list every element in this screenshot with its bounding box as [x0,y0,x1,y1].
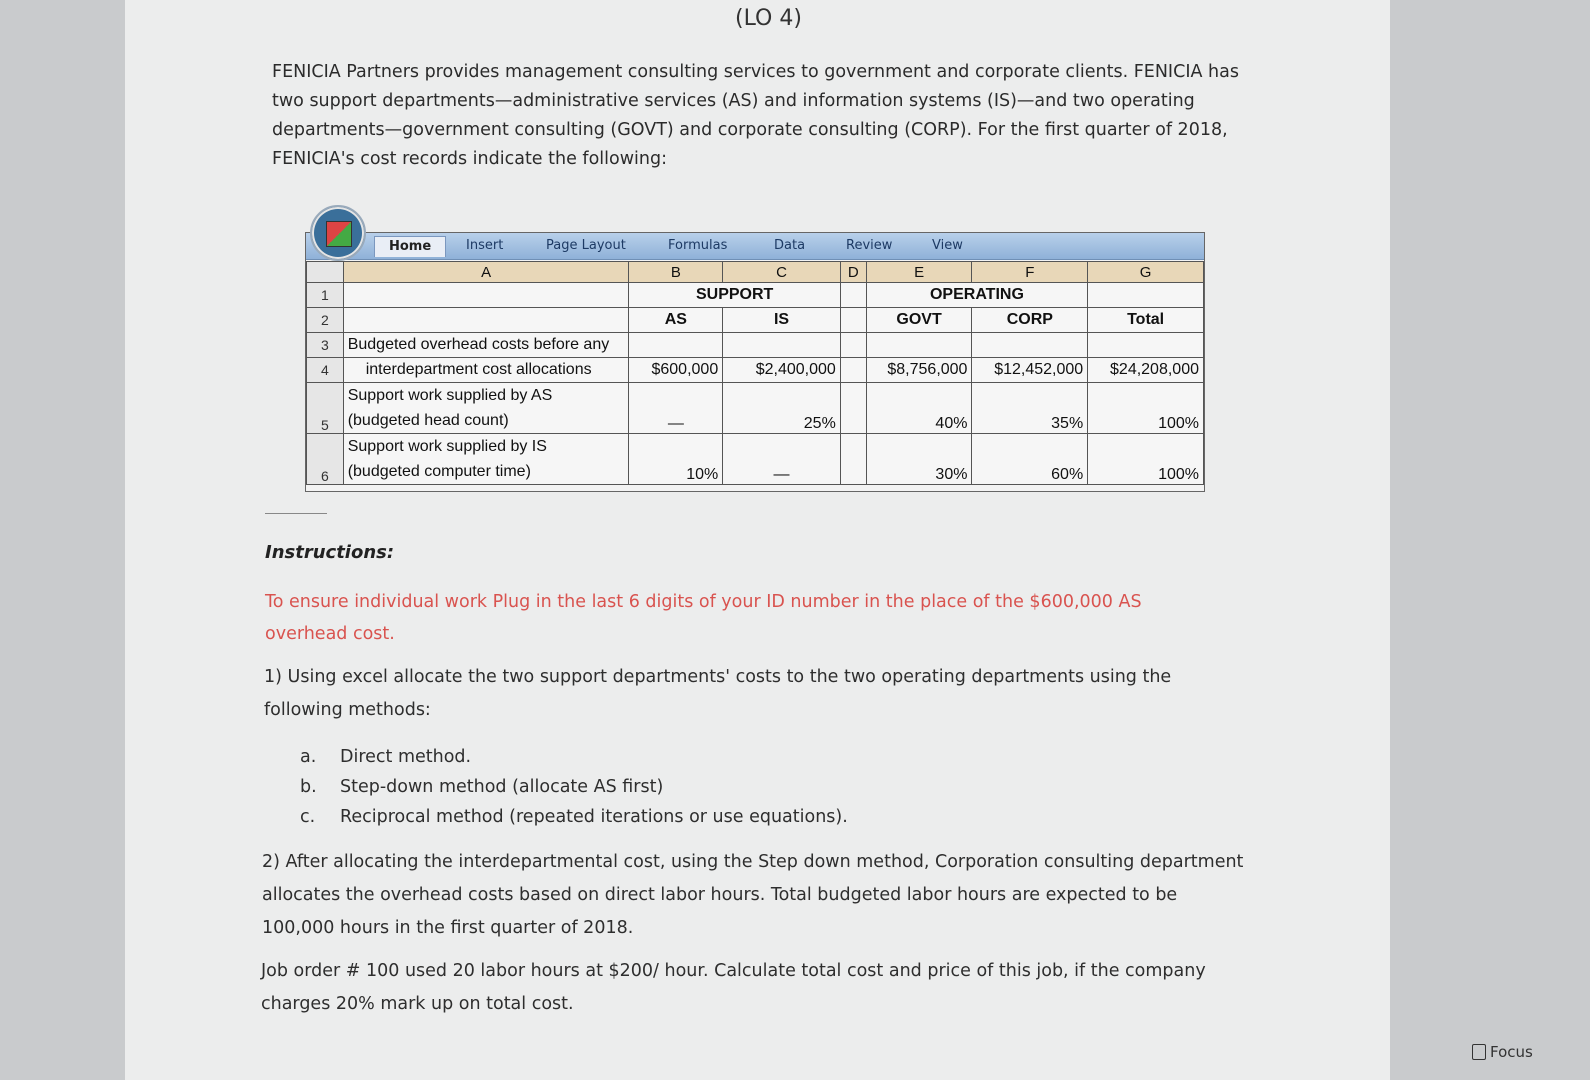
cell-as-by-is: 10% [629,434,723,485]
tab-insert: Insert [466,238,504,253]
cell-total-by-as: 100% [1088,383,1204,434]
list-text: Direct method. [340,747,472,767]
col-header-f: F [972,262,1088,283]
col-header-e: E [866,262,972,283]
cell-d4 [840,358,866,383]
instructions-heading: Instructions: [265,542,395,563]
list-marker: b. [300,777,317,797]
row-number: 3 [307,333,344,358]
focus-button[interactable] [1472,1043,1533,1061]
row5-label [343,383,629,434]
header-as: AS [629,308,723,333]
cell-a2 [343,308,629,333]
tab-home: Home [374,236,446,257]
corner-cell [307,262,344,283]
row6-label-line2: (budgeted computer time) [347,463,531,480]
cell-is-by-as: 25% [723,383,841,434]
list-item [300,772,848,802]
divider [265,513,327,514]
excel-screenshot [305,232,1205,492]
learning-objective: (LO 4) [735,6,802,31]
cell-is-by-is: — [723,434,841,485]
tab-review: Review [846,238,893,253]
header-govt: GOVT [866,308,972,333]
sheet-row-4 [307,358,1204,383]
operating-group-header: OPERATING [866,283,1087,308]
list-item [300,802,848,832]
cell-govt-overhead: $8,756,000 [866,358,972,383]
spreadsheet-grid [306,261,1204,485]
tab-page-layout: Page Layout [546,238,626,253]
support-group-header: SUPPORT [629,283,840,308]
tab-view: View [932,238,963,253]
cell-govt-by-as: 40% [866,383,972,434]
cell-g1 [1088,283,1204,308]
row6-label-line1: Support work supplied by IS [347,438,547,455]
sheet-row-5 [307,383,1204,434]
col-header-d: D [840,262,866,283]
cell-f3 [972,333,1088,358]
row-number: 2 [307,308,344,333]
cell-d3 [840,333,866,358]
tab-formulas: Formulas [668,238,728,253]
cell-total-overhead: $24,208,000 [1088,358,1204,383]
question-1: 1) Using excel allocate the two support departments' costs to the two operating departments using the following methods: [264,667,1172,720]
office-button [310,205,366,261]
focus-label: Focus [1490,1043,1533,1061]
cell-is-overhead: $2,400,000 [723,358,841,383]
cell-total-by-is: 100% [1088,434,1204,485]
list-text: Reciprocal method (repeated iterations or use equations). [340,807,848,827]
list-item [300,742,848,772]
row3-label: Budgeted overhead costs before any [343,333,629,358]
row5-label-line2: (budgeted head count) [347,412,509,429]
cell-d5 [840,383,866,434]
cell-as-overhead: $600,000 [629,358,723,383]
row5-label-line1: Support work supplied by AS [347,387,553,404]
row-number: 5 [307,383,344,434]
cell-d1 [840,283,866,308]
cell-d2 [840,308,866,333]
cell-corp-by-is: 60% [972,434,1088,485]
list-marker: c. [300,807,316,827]
column-header-row [307,262,1204,283]
row-number: 1 [307,283,344,308]
cell-d6 [840,434,866,485]
list-marker: a. [300,747,317,767]
cell-govt-by-is: 30% [866,434,972,485]
sheet-row-6 [307,434,1204,485]
cell-as-by-as: — [629,383,723,434]
col-header-c: C [723,262,841,283]
question-3: Job order # 100 used 20 labor hours at $200/ hour. Calculate total cost and price of this job, if the company charges 20% mark up on total cost. [261,961,1206,1014]
sheet-row-1 [307,283,1204,308]
list-text: Step-down method (allocate AS first) [340,777,664,797]
cell-g3 [1088,333,1204,358]
row6-label [343,434,629,485]
intro-paragraph: FENICIA Partners provides management consulting services to government and corporate clients. FENICIA has two support departments—administrative services (AS) and information systems (IS)—and two operating departments—government consulting (GOVT) and corporate consulting (CORP). For the first quarter of 2018, FENICIA's cost records indicate the following: [272,62,1239,169]
tab-data: Data [774,238,806,253]
row-number: 4 [307,358,344,383]
individual-work-note: To ensure individual work Plug in the last 6 digits of your ID number in the place of the $600,000 AS overhead cost. [265,592,1142,644]
cell-a1 [343,283,629,308]
cell-b3 [629,333,723,358]
ribbon-tabs [306,233,1204,260]
sheet-row-3 [307,333,1204,358]
focus-icon [1472,1044,1486,1060]
header-is: IS [723,308,841,333]
methods-list [300,742,848,832]
header-corp: CORP [972,308,1088,333]
cell-c3 [723,333,841,358]
sheet-row-2 [307,308,1204,333]
col-header-g: G [1088,262,1204,283]
col-header-b: B [629,262,723,283]
row4-label: interdepartment cost allocations [343,358,629,383]
office-logo-icon [326,221,352,247]
row-number: 6 [307,434,344,485]
header-total: Total [1088,308,1204,333]
cell-corp-overhead: $12,452,000 [972,358,1088,383]
col-header-a: A [343,262,629,283]
cell-e3 [866,333,972,358]
question-2: 2) After allocating the interdepartmental cost, using the Step down method, Corporation consulting department allocates the overhead costs based on direct labor hours. Total budgeted labor hours are expected to be 100,000 hours in the first quarter of 2018. [262,852,1244,938]
cell-corp-by-as: 35% [972,383,1088,434]
